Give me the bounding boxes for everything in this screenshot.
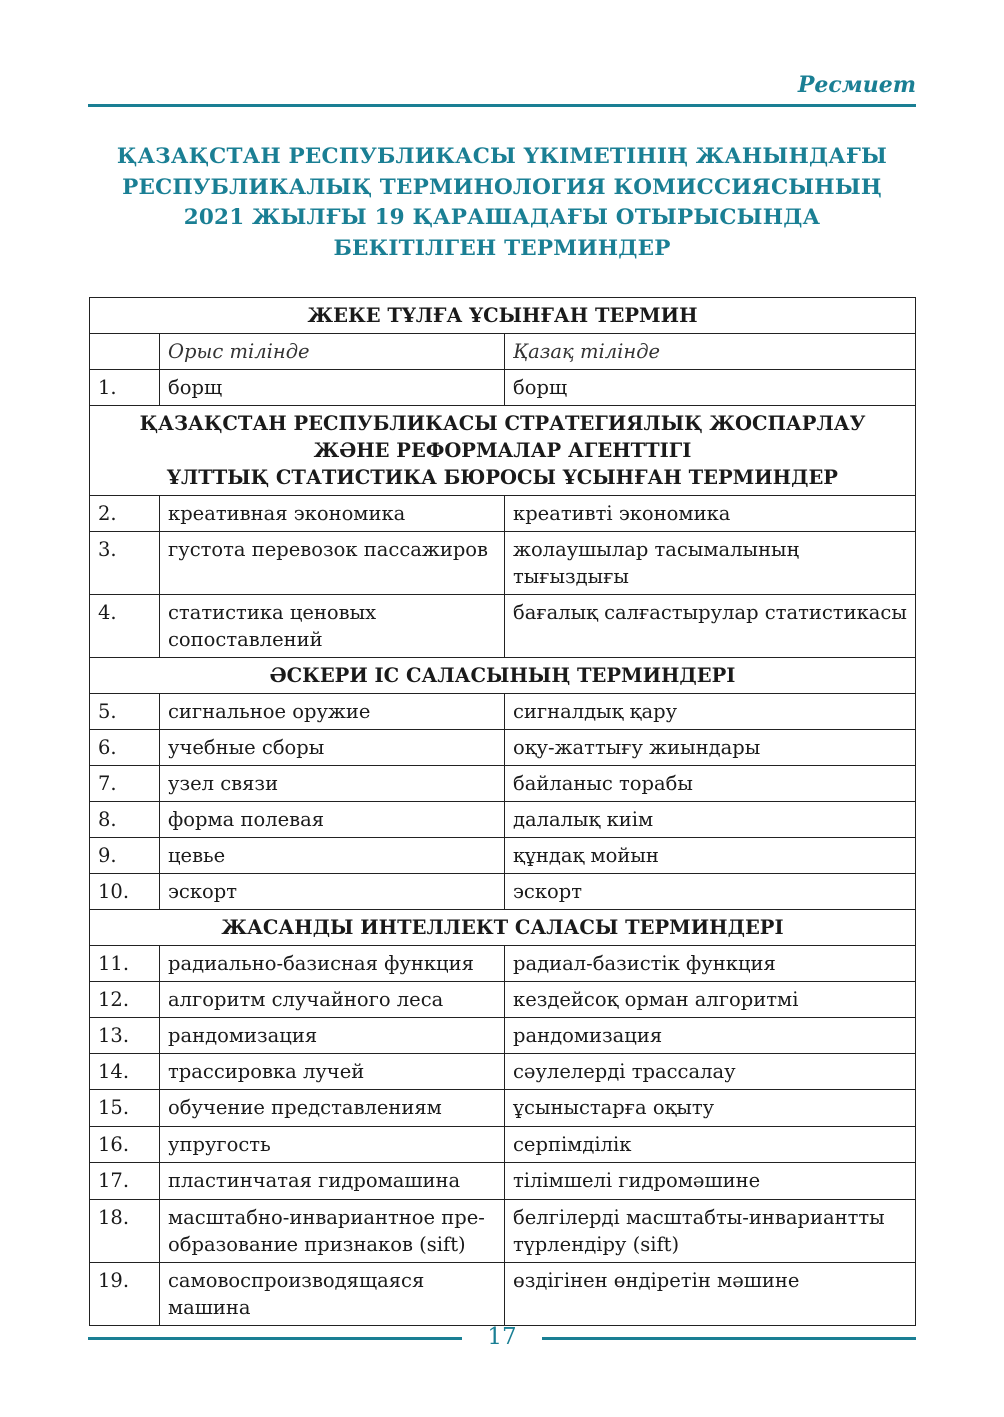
terms-table [89,297,916,1326]
section-title [90,298,916,334]
russian-term: цевье [160,838,505,874]
russian-term: учебные сборы [160,730,505,766]
kazakh-term: рандомизация [505,1018,916,1054]
table-row [90,595,916,658]
kazakh-term: далалық киім [505,802,916,838]
table-row [90,766,916,802]
kazakh-column-header: Қазақ тілінде [505,334,916,370]
kazakh-term: құндақ мойын [505,838,916,874]
table-row [90,802,916,838]
section-title-line: ҰЛТТЫҚ СТАТИСТИКА БЮРОСЫ ҰСЫНҒАН ТЕРМИНДЕР [167,466,838,489]
section-title-line: ЖАСАНДЫ ИНТЕЛЛЕКТ САЛАСЫ ТЕРМИНДЕРІ [221,916,784,939]
table-row [90,838,916,874]
kazakh-term: серпімділік [505,1127,916,1163]
russian-term: узел связи [160,766,505,802]
row-number: 9. [90,838,160,874]
row-number: 14. [90,1054,160,1090]
section-title-line: ӘСКЕРИ ІС САЛАСЫНЫҢ ТЕРМИНДЕРІ [269,664,736,687]
table-row [90,370,916,406]
title-line: РЕСПУБЛИКАЛЫҚ ТЕРМИНОЛОГИЯ КОМИССИЯСЫНЫҢ [122,174,882,200]
row-number: 2. [90,496,160,532]
table-row [90,1263,916,1326]
table-row [90,496,916,532]
table-row [90,946,916,982]
section-header-row [90,406,916,496]
row-number: 17. [90,1163,160,1200]
russian-term: обучение представлениям [160,1090,505,1127]
section-title-line: ЖӘНЕ РЕФОРМАЛАР АГЕНТТІГІ [313,439,692,462]
russian-term: алгоритм случайного леса [160,982,505,1018]
russian-term: рандомизация [160,1018,505,1054]
table-row [90,874,916,910]
russian-term: радиально-базисная функция [160,946,505,982]
kazakh-term: жолаушылар тасымалының тығыздығы [505,532,916,595]
section-header-row [90,298,916,334]
section-label: Ресмиет [797,72,916,98]
row-number: 11. [90,946,160,982]
kazakh-term: бағалық салғастырулар статистикасы [505,595,916,658]
section-header-row [90,658,916,694]
table-row [90,730,916,766]
title-line: ҚАЗАҚСТАН РЕСПУБЛИКАСЫ ҮКІМЕТІНІҢ ЖАНЫНДАҒЫ [116,144,888,169]
row-number: 3. [90,532,160,595]
section-header-row [90,910,916,946]
kazakh-term: радиал-базистік функция [505,946,916,982]
russian-term: борщ [160,370,505,406]
russian-term: густота перевозок пассажиров [160,532,505,595]
table-row [90,1127,916,1163]
document-title [88,142,916,264]
russian-term: статистика ценовых сопоставлений [160,595,505,658]
row-number: 10. [90,874,160,910]
kazakh-term: сәулелерді трассалау [505,1054,916,1090]
kazakh-term: креативті экономика [505,496,916,532]
table-row [90,1090,916,1127]
table-row [90,1018,916,1054]
title-line: БЕКІТІЛГЕН ТЕРМИНДЕР [333,235,671,261]
section-title [90,910,916,946]
row-number: 13. [90,1018,160,1054]
section-title [90,406,916,496]
table-row [90,532,916,595]
table-row [90,1200,916,1263]
row-number: 18. [90,1200,160,1263]
row-number: 8. [90,802,160,838]
row-number: 19. [90,1263,160,1326]
kazakh-term: байланыс торабы [505,766,916,802]
russian-term: сигнальное оружие [160,694,505,730]
row-number: 12. [90,982,160,1018]
section-title-line: ҚАЗАҚСТАН РЕСПУБЛИКАСЫ СТРАТЕГИЯЛЫҚ ЖОСПАРЛАУ [139,412,866,435]
kazakh-term: сигналдық қару [505,694,916,730]
kazakh-term: ұсыныстарға оқыту [505,1090,916,1127]
kazakh-term: эскорт [505,874,916,910]
row-number: 5. [90,694,160,730]
footer-divider-left [88,1337,462,1340]
header-divider [88,104,916,107]
russian-term: эскорт [160,874,505,910]
table-row [90,982,916,1018]
kazakh-term: белгілерді масштабты-инвариантты түрлендіру (sift) [505,1200,916,1263]
title-line: 2021 ЖЫЛҒЫ 19 ҚАРАШАДАҒЫ ОТЫРЫСЫНДА [183,205,821,230]
row-number: 1. [90,370,160,406]
footer-divider-right [542,1337,916,1340]
kazakh-term: өздігінен өндіретін мәшине [505,1263,916,1326]
kazakh-term: кездейсоқ орман алгоритмі [505,982,916,1018]
language-header-row [90,334,916,370]
kazakh-term: оқу-жаттығу жиындары [505,730,916,766]
section-title-line: ЖЕКЕ ТҰЛҒА ҰСЫНҒАН ТЕРМИН [307,304,698,327]
row-number: 4. [90,595,160,658]
row-number: 6. [90,730,160,766]
row-number: 7. [90,766,160,802]
page-number: 17 [487,1324,517,1350]
russian-term: самовоспроизводящаяся машина [160,1263,505,1326]
russian-term: упругость [160,1127,505,1163]
russian-column-header: Орыс тілінде [160,334,505,370]
table-row [90,1054,916,1090]
section-title [90,658,916,694]
russian-term: форма полевая [160,802,505,838]
table-row [90,694,916,730]
russian-term: пластинчатая гидромашина [160,1163,505,1200]
kazakh-term: борщ [505,370,916,406]
table-row [90,1163,916,1200]
row-number: 15. [90,1090,160,1127]
row-number: 16. [90,1127,160,1163]
number-header-cell [90,334,160,370]
kazakh-term: тілімшелі гидромәшине [505,1163,916,1200]
russian-term: креативная экономика [160,496,505,532]
russian-term: масштабно-инвариантное пре-образование признаков (sift) [160,1200,505,1263]
russian-term: трассировка лучей [160,1054,505,1090]
